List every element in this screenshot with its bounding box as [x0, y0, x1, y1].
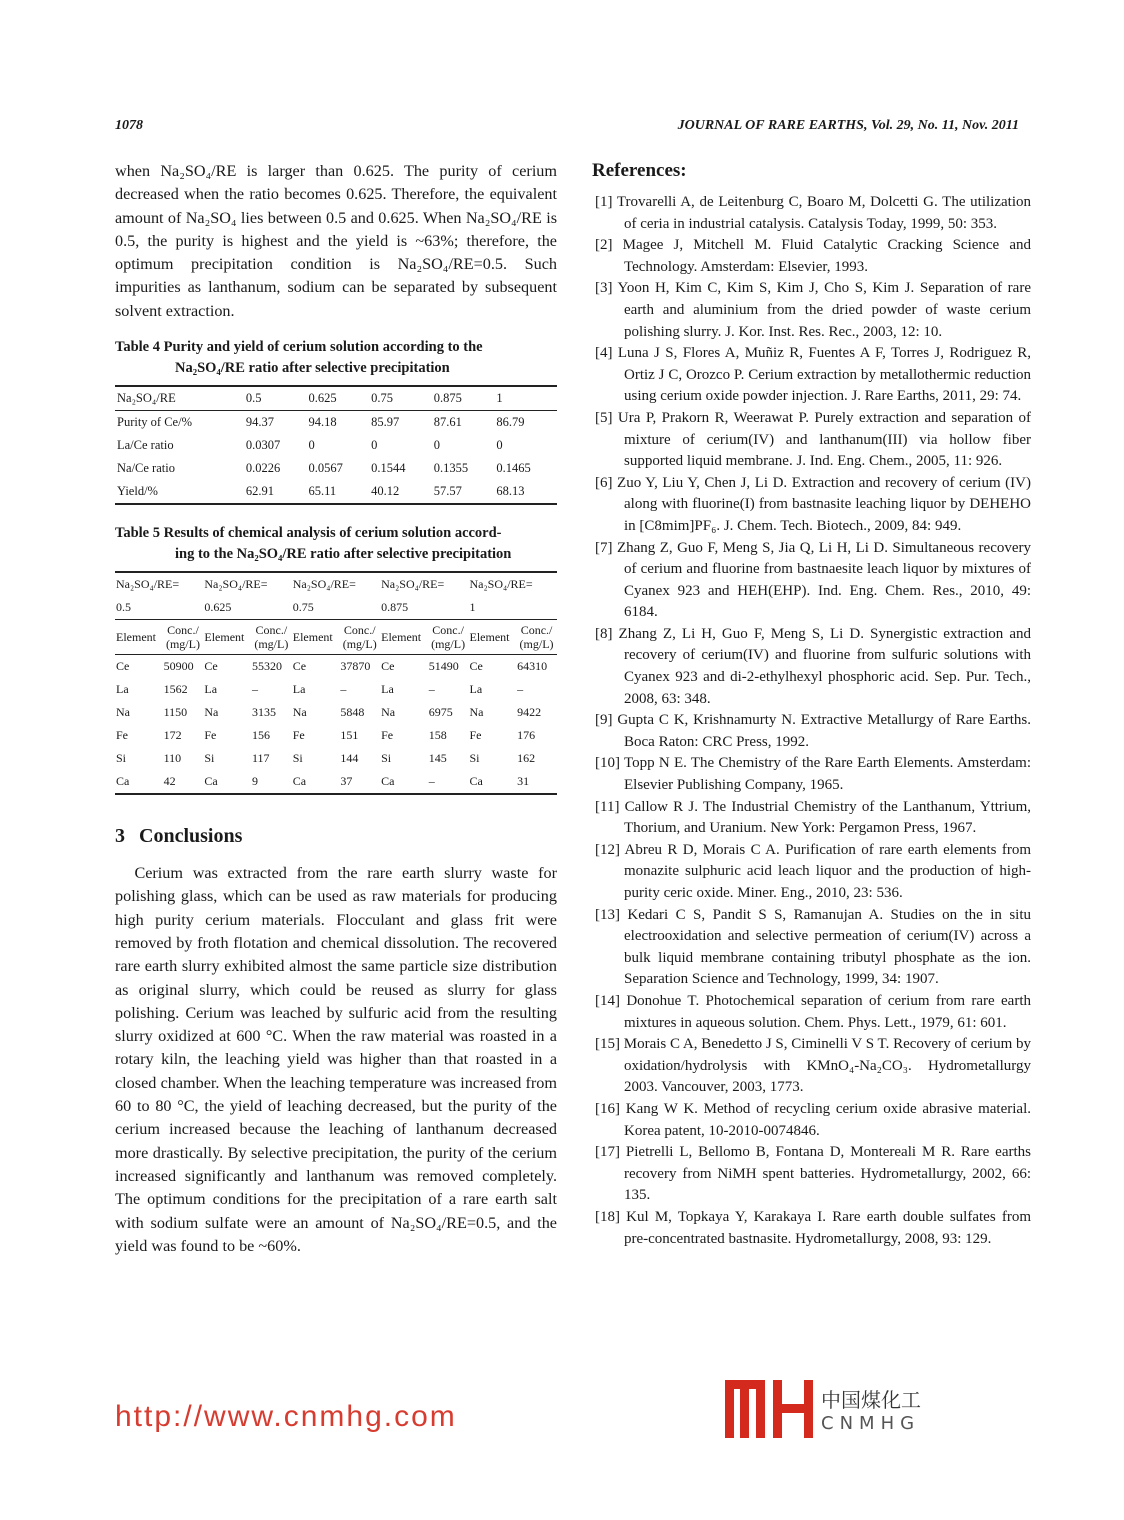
group-value: 0.625 [203, 596, 291, 620]
conc-header-unit: (mg/L) [519, 637, 554, 652]
table-cell: 94.37 [245, 415, 275, 430]
table-cell: 1562 [163, 682, 188, 697]
reference-item: [17] Pietrelli L, Bellomo B, Fontana D, Montereali M R. Rare earths recovery from NiMH spent batteries. Hydrometallurgy, 2002, 66: 135. [595, 1144, 1031, 1204]
table-header-row [115, 386, 557, 411]
table-cell: 0.1355 [433, 461, 469, 476]
conc-header-unit: (mg/L) [431, 637, 466, 652]
reference-list [595, 192, 1031, 1250]
header-cell: 0.625 [307, 386, 370, 411]
table-cell: 42 [163, 774, 176, 789]
reference-item: [15] Morais C A, Benedetto J S, Ciminelli V S T. Recovery of cerium by oxidation/hydrolysis with KMnO₄-Na₂CO₃. Hydrometallurgy 2003. Vancouver, 2003, 1773. [595, 1036, 1031, 1096]
table-cell: Si [469, 751, 480, 766]
table-cell: 62.91 [245, 484, 275, 499]
watermark: http://www.cnmhg.com [115, 1400, 457, 1433]
table-cell: 156 [251, 728, 270, 743]
table-cell: 37 [340, 774, 353, 789]
subheader-row [115, 620, 557, 655]
table-cell: Ce [116, 659, 130, 674]
conc-header-line: Conc./ [167, 623, 199, 638]
group-label: Na₂SO₄/RE= [469, 577, 533, 592]
table-cell: 0.1465 [496, 461, 531, 476]
group-label: Na₂SO₄/RE= [116, 577, 180, 592]
table-cell: 94.18 [308, 415, 337, 430]
conc-header [516, 620, 557, 655]
table5-caption [115, 523, 557, 565]
table-cell: 9422 [517, 705, 542, 720]
reference-item: [18] Kul M, Topkaya Y, Karakaya I. Rare earth double sulfates from pre-concentrated bastnasite. Hydrometallurgy, 2008, 93: 129. [595, 1208, 1031, 1247]
table-cell: 85.97 [371, 415, 400, 430]
table-cell: 50900 [163, 659, 194, 674]
table-cell: 176 [517, 728, 536, 743]
table-cell: – [428, 682, 435, 697]
table-cell: 0 [433, 438, 440, 453]
reference-item: [4] Luna J S, Flores A, Muñiz R, Fuentes A F, Torres J, Rodriguez R, Ortiz J C, Orozco P. Cerium extraction by metallothermic reduction using cerium oxide powder injection. J. Rare Earths, 2011, 29: 74. [595, 345, 1031, 405]
table-cell: La/Ce ratio [117, 438, 174, 453]
header-cell: 0.75 [369, 386, 432, 411]
table-cell: 0.1544 [371, 461, 406, 476]
left-column [115, 160, 557, 1258]
table-cell: – [340, 682, 347, 697]
table-row [115, 655, 557, 679]
table-cell: Purity of Ce/% [117, 415, 192, 430]
reference-item: [6] Zuo Y, Liu Y, Chen J, Li D. Extraction and recovery of cerium (IV) along with fluorine(I) from bastnasite leaching liquor by DEHEHO in [C8mim]PF₆. J. Chem. Tech. Biotech., 2009, 84: 949. [595, 474, 1031, 534]
caption-line: ing to the Na₂SO₄/RE ratio after selective precipitation [175, 546, 512, 563]
table-cell: Na/Ce ratio [117, 461, 175, 476]
table-cell: Ce [469, 659, 483, 674]
caption-line: Table 5 Results of chemical analysis of cerium solution accord- [115, 525, 502, 542]
table-row [115, 747, 557, 770]
reference-item: [7] Zhang Z, Guo F, Meng S, Jia Q, Li H, Li D. Simultaneous recovery of cerium and fluorine from bastnaesite leach liquor by mixtures of Cyanex 923 and HEH(EHP). Ind. Eng. Chem. Res., 2010, 49: 6184. [595, 539, 1031, 621]
table-cell: 158 [428, 728, 447, 743]
table-cell: – [517, 682, 524, 697]
table-cell: La [292, 682, 306, 697]
table-cell: Si [292, 751, 303, 766]
caption-line: Table 4 Purity and yield of cerium solution according to the [115, 339, 483, 356]
table-cell: 87.61 [433, 415, 462, 430]
group-value: 0.75 [292, 596, 380, 620]
table-cell: 1150 [163, 705, 188, 720]
table-cell: Ca [381, 774, 395, 789]
table-cell: Si [381, 751, 392, 766]
table-cell: 37870 [340, 659, 371, 674]
table-cell: 117 [251, 751, 270, 766]
reference-item: [11] Callow R J. The Industrial Chemistry of the Lanthanum, Yttrium, Thorium, and Uranium. New York: Pergamon Press, 1967. [595, 798, 1031, 837]
table-cell: Na [116, 705, 130, 720]
section-title: Conclusions [139, 825, 243, 848]
reference-item: [1] Trovarelli A, de Leitenburg C, Boaro M, Dolcetti G. The utilization of ceria in industrial catalysis. Catalysis Today, 1999, 50: 353. [595, 194, 1031, 232]
table-cell: 65.11 [308, 484, 337, 499]
table-row [115, 724, 557, 747]
table-cell: Ca [292, 774, 307, 789]
table-cell: La [469, 682, 483, 697]
reference-item: [3] Yoon H, Kim C, Kim S, Kim J, Cho S, Kim J. Separation of rare earth and aluminium from the dried powder of waste cerium polishing slurry. J. Kor. Inst. Res. Rec., 2003, 12: 10. [595, 280, 1031, 340]
table-cell: – [428, 774, 435, 789]
table-row [115, 411, 557, 435]
table-cell: 0 [308, 438, 315, 453]
table-cell: 0.0567 [308, 461, 343, 476]
reference-item: [13] Kedari C S, Pandit S S, Ramanujan A. Studies on the in situ electrooxidation and selective permeation of cerium(IV) across a bulk liquid membrane containing tributyl phosphate as the ion. Separation Science and Technology, 1999, 34: 1907. [595, 906, 1031, 988]
table-cell: Si [204, 751, 215, 766]
reference-item: [8] Zhang Z, Li H, Guo F, Meng S, Li D. Synergistic extraction and recovery of cerium(IV) and fluorine from sulfuric solutions with Cyanex 923 and di-2-ethylhexyl phosphoric acid. Sep. Pur. Tech., 2008, 63: 348. [595, 625, 1031, 707]
table-cell: 55320 [251, 659, 282, 674]
table-cell: 5848 [340, 705, 365, 720]
table-cell: 145 [428, 751, 447, 766]
group-label: Na₂SO₄/RE= [204, 577, 268, 592]
paragraph: Cerium was extracted from the rare earth slurry waste for polishing glass, which can be used as raw materials for producing high purity cerium materials. Flocculant and glass frit were removed by froth flotation and chemical dissolution. The recovered rare earth slurry exhibited almost the same particle size distribution as original slurry, which could be reused as slurry for glass polishing. Cerium was leached by sulfuric acid from the resulting slurry oxidized at 600 °C. When the raw material was roasted in a rotary kiln, the leaching yield was higher than that roasted in a closed chamber. When the leaching temperature was increased from 60 to 80 °C, the yield of leaching decreased, but the purity of the cerium increased because the leaching of lanthanum decreased more drastically. By selective precipitation, the purity of the cerium increased significantly and lanthanum was removed completely. The optimum conditions for the precipitation of a rare earth salt with sodium sulfate were an amount of Na₂SO₄/RE=0.5, and the yield was found to be ~60%. [115, 864, 557, 1255]
cnmhg-logo [725, 1380, 921, 1438]
table-cell: Fe [116, 728, 128, 743]
conc-header-line: Conc./ [255, 623, 288, 638]
table-cell: 68.13 [496, 484, 525, 499]
table-row [115, 701, 557, 724]
table-cell: Fe [292, 728, 305, 743]
conc-header-unit: (mg/L) [254, 637, 289, 652]
table-cell: 0.0226 [245, 461, 281, 476]
reference-item: [10] Topp N E. The Chemistry of the Rare Earth Elements. Amsterdam: Elsevier Publishing Company, 1965. [595, 755, 1031, 794]
table-cell: 0 [371, 438, 378, 453]
table-cell: Na [469, 705, 484, 720]
table-cell: Si [116, 751, 127, 766]
table-cell: Ca [469, 774, 483, 789]
logo-text [813, 1384, 921, 1434]
table-cell: Ce [204, 659, 218, 674]
table-cell: Ce [292, 659, 307, 674]
conc-header [163, 620, 204, 655]
table-cell: Ca [204, 774, 218, 789]
table-cell: 86.79 [496, 415, 525, 430]
header-cell: 0.5 [244, 386, 307, 411]
table-row [115, 480, 557, 504]
table-cell: Na [204, 705, 219, 720]
caption-line: Na₂SO₄/RE ratio after selective precipitation [175, 360, 450, 377]
element-header: Element [115, 620, 163, 655]
table-cell: Na [292, 705, 307, 720]
reference-item: [14] Donohue T. Photochemical separation of cerium from rare earth mixtures in aqueous solution. Chem. Phys. Lett., 1979, 61: 601. [595, 992, 1031, 1031]
paragraph: when Na₂SO₄/RE is larger than 0.625. The purity of cerium decreased when the ratio becomes 0.625. Therefore, the equivalent amount of Na₂SO₄ lies between 0.5 and 0.625. When Na₂SO₄/RE is 0.5, the purity is highest and the yield is ~63%; therefore, the optimum precipitation condition is Na₂SO₄/RE=0.5. Such impurities as lanthanum, sodium can be separated by subsequent solvent extraction. [115, 162, 557, 320]
conc-header [428, 620, 469, 655]
table-cell: – [251, 682, 258, 697]
conc-header-line: Conc./ [432, 623, 464, 638]
group-value: 0.875 [380, 596, 468, 620]
right-column [592, 160, 1031, 1250]
table-cell: Fe [204, 728, 217, 743]
conc-header-unit: (mg/L) [165, 637, 200, 652]
journal-header: JOURNAL OF RARE EARTHS, Vol. 29, No. 11, Nov. 2011 [677, 118, 1019, 133]
table-row [115, 770, 557, 794]
table-cell: 0.0307 [245, 438, 281, 453]
section-number: 3 [115, 825, 125, 848]
table-cell: La [204, 682, 218, 697]
page-number: 1078 [115, 118, 143, 133]
reference-item: [2] Magee J, Mitchell M. Fluid Catalytic Cracking Science and Technology. Amsterdam: Elsevier, 1993. [595, 237, 1031, 275]
group-value: 0.5 [115, 596, 203, 620]
table-cell: Ce [381, 659, 395, 674]
element-header: Element [380, 620, 428, 655]
table4-caption [115, 337, 557, 379]
header-cell: Na₂SO₄/RE [115, 386, 244, 411]
references-title: References: [592, 160, 687, 181]
header-cell: 1 [494, 386, 557, 411]
table-cell: 31 [517, 774, 530, 789]
table-row [115, 457, 557, 480]
table-5 [115, 571, 557, 795]
element-header: Element [203, 620, 251, 655]
element-header: Element [469, 620, 517, 655]
table-cell: 144 [340, 751, 359, 766]
reference-item: [16] Kang W K. Method of recycling cerium oxide abrasive material. Korea patent, 10-2010-0074846. [595, 1100, 1031, 1139]
table-cell: Ca [116, 774, 130, 789]
group-value: 1 [469, 596, 558, 620]
logo-mark-icon [725, 1380, 813, 1438]
table-cell: Fe [469, 728, 482, 743]
table-cell: Fe [381, 728, 394, 743]
group-value-row [115, 596, 557, 620]
conc-header-unit: (mg/L) [342, 637, 377, 652]
logo-english-text: CNMHG [821, 1413, 921, 1434]
table-row [115, 678, 557, 701]
table-cell: 51490 [428, 659, 459, 674]
reference-item: [12] Abreu R D, Morais C A. Purification of rare earth elements from monazite sulphuric acid leach liquor and the production of high-purity ceric oxide. Miner. Eng., 2010, 23: 536. [595, 841, 1031, 901]
conc-header-line: Conc./ [520, 623, 553, 638]
table-cell: Yield/% [117, 484, 158, 499]
table-cell: 6975 [428, 705, 453, 720]
group-label-row [115, 572, 557, 596]
group-label: Na₂SO₄/RE= [381, 577, 445, 592]
table-cell: La [381, 682, 394, 697]
table-4 [115, 385, 557, 505]
table-row [115, 434, 557, 457]
group-label: Na₂SO₄/RE= [292, 577, 356, 592]
reference-item: [9] Gupta C K, Krishnamurty N. Extractive Metallurgy of Rare Earths. Boca Raton: CRC Press, 1992. [595, 712, 1031, 750]
reference-item: [5] Ura P, Prakorn R, Weerawat P. Purely extraction and separation of mixture of cerium(IV) and lanthanum(III) via hollow fiber supported liquid membrane. J. Ind. Eng. Chem., 2005, 11: 926. [595, 409, 1031, 470]
conc-header-line: Conc./ [343, 623, 376, 638]
section-heading [115, 825, 557, 848]
table-cell: 9 [251, 774, 258, 789]
table-cell: 64310 [517, 659, 548, 674]
table-cell: 172 [163, 728, 182, 743]
table-cell: 57.57 [433, 484, 462, 499]
table-cell: 3135 [251, 705, 276, 720]
table-cell: La [116, 682, 129, 697]
header-cell: 0.875 [432, 386, 495, 411]
table-cell: Na [381, 705, 396, 720]
table-cell: 110 [163, 751, 182, 766]
conc-header [251, 620, 292, 655]
logo-chinese-text: 中国煤化工 [821, 1388, 921, 1412]
element-header: Element [292, 620, 340, 655]
conc-header [339, 620, 380, 655]
table-cell: 162 [517, 751, 536, 766]
table-cell: 40.12 [371, 484, 400, 499]
table-cell: 151 [340, 728, 359, 743]
table-cell: 0 [496, 438, 503, 453]
